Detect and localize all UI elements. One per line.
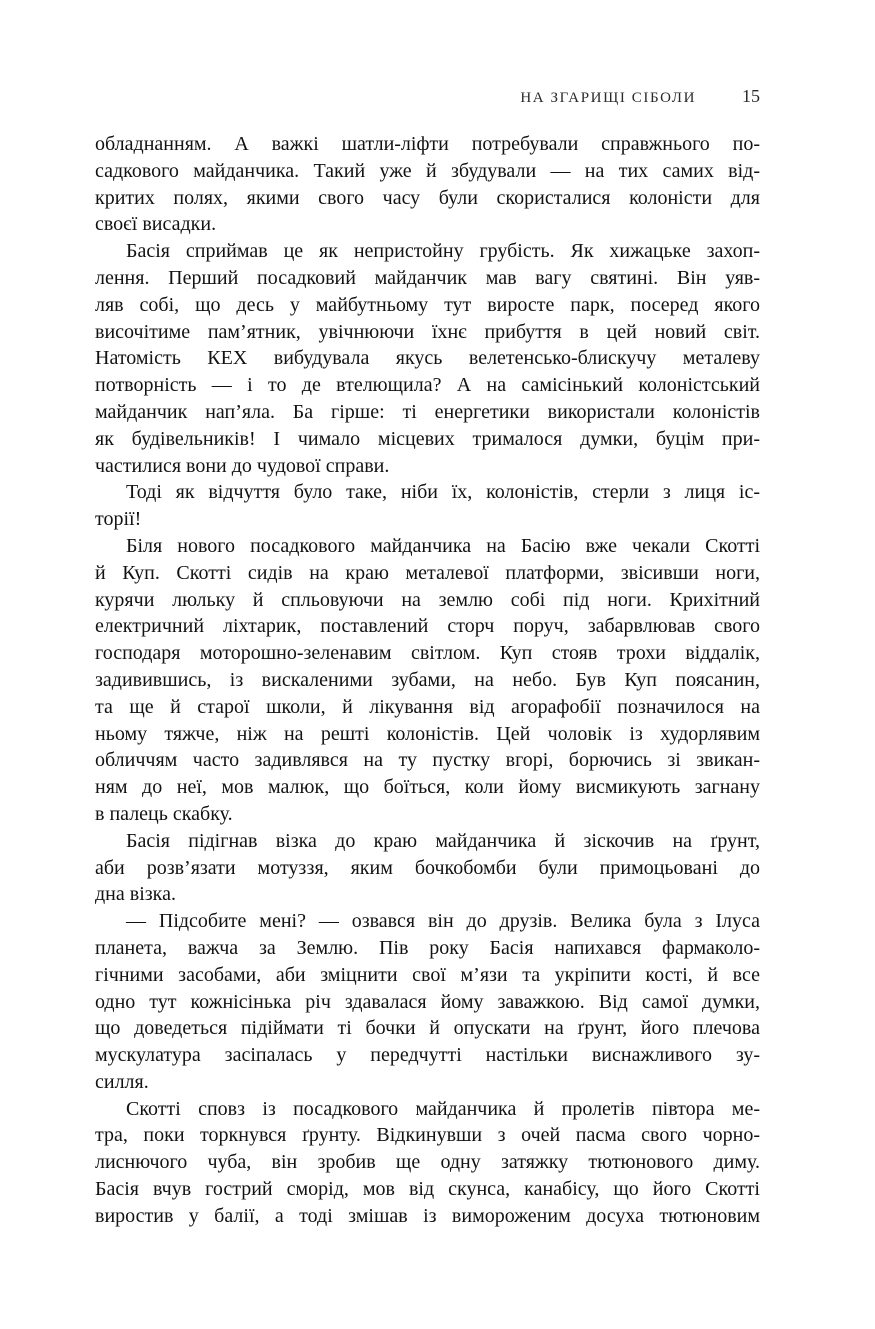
paragraph <box>95 1096 760 1230</box>
text-line: аби розв’язати мотуззя, яким бочкобомби були примоцьовані до <box>95 856 760 879</box>
text-line: господаря моторошно-зеленавим світлом. Куп стояв трохи віддалік, <box>95 642 760 665</box>
text-line: Басія підігнав візка до краю майданчика й зіскочив на ґрунт, <box>126 829 760 852</box>
paragraph <box>95 479 760 533</box>
paragraph <box>95 828 760 908</box>
text-line: Біля нового посадкового майданчика на Басію вже чекали Скотті <box>126 534 760 557</box>
text-line: садкового майданчика. Такий уже й збудували — на тих самих від- <box>95 159 760 182</box>
text-line: одно тут кожнісінька річ здавалася йому заважкою. Від самої думки, <box>95 990 760 1013</box>
text-line: потворність — і то де втелющила? А на самісінький колоністський <box>95 374 760 397</box>
text-line: майданчик нап’яла. Ба гірше: ті енергетики використали колоністів <box>95 400 760 423</box>
paragraph <box>95 533 760 828</box>
text-line: планета, важча за Землю. Пів року Басія напихався фармаколо- <box>95 936 760 959</box>
text-line: силля. <box>95 1070 149 1093</box>
text-line: як будівельників! І чимало місцевих трималося думки, буцім при- <box>95 427 760 450</box>
paragraph <box>95 908 760 1096</box>
text-line: в палець скабку. <box>95 802 233 825</box>
text-line: дна візка. <box>95 883 176 906</box>
text-line: критих полях, якими свого часу були скористалися колоністи для <box>95 186 760 209</box>
paragraph <box>95 131 760 238</box>
text-line: — Підсобите мені? — озвався він до друзів. Велика була з Ілуса <box>126 910 760 933</box>
text-line: мускулатура засіпалась у передчутті настільки виснажливого зу- <box>95 1044 760 1067</box>
text-line: частилися вони до чудової справи. <box>95 454 390 477</box>
text-line: своєї висадки. <box>95 213 217 236</box>
text-line: електричний ліхтарик, поставлений сторч поруч, забарвлював свого <box>95 615 760 638</box>
text-line: тра, поки торкнувся ґрунту. Відкинувши з очей пасма свого чорно- <box>95 1124 760 1147</box>
text-line: обладнанням. А важкі шатли-ліфти потребували справжнього по- <box>95 133 760 155</box>
text-line: та ще й старої школи, й лікування від агорафобії позначилося на <box>95 695 760 718</box>
text-line: височітиме пам’ятник, увічнюючи їхнє прибуття в цей новий світ. <box>95 320 760 343</box>
text-line: Басія сприймав це як непристойну грубість. Як хижацьке захоп- <box>126 240 760 263</box>
page-number: 15 <box>742 86 760 106</box>
text-line: торії! <box>95 508 142 531</box>
text-line: що доведеться підіймати ті бочки й опускати на ґрунт, його плечова <box>95 1017 760 1040</box>
body-text <box>95 131 760 1230</box>
text-line: Басія вчув гострий сморід, мов від скунса, канабісу, що його Скотті <box>95 1178 760 1201</box>
text-line: лиснючого чуба, він зробив ще одну затяжку тютюнового диму. <box>95 1151 760 1174</box>
text-line: ньому тяжче, ніж на решті колоністів. Цей чоловік із худорлявим <box>95 722 760 745</box>
text-line: ням до неї, мов малюк, що боїться, коли йому висмикують загнану <box>95 776 760 799</box>
text-line: Натомість КЕХ вибудувала якусь велетенсько-блискучу металеву <box>95 347 760 370</box>
text-line: й Куп. Скотті сидів на краю металевої платформи, звісивши ноги, <box>95 561 760 584</box>
text-line: Скотті сповз із посадкового майданчика й пролетів півтора ме- <box>126 1097 760 1120</box>
text-line: виростив у балії, а тоді змішав із вимороженим досуха тютюновим <box>95 1204 760 1227</box>
text-line: курячи люльку й спльовуючи на землю собі під ноги. Крихітний <box>95 588 760 611</box>
text-line: задивившись, із вискаленими зубами, на небо. Був Куп поясанин, <box>95 668 760 691</box>
text-line: ляв собі, що десь у майбутньому тут виросте парк, посеред якого <box>95 293 760 316</box>
running-title: НА ЗГАРИЩІ СІБОЛИ <box>520 90 696 106</box>
page-header <box>95 86 760 107</box>
paragraph <box>95 238 760 479</box>
text-line: гічними засобами, аби зміцнити свої м’язи та укріпити кості, й все <box>95 963 760 986</box>
text-line: Тоді як відчуття було таке, ніби їх, колоністів, стерли з лиця іс- <box>126 481 760 504</box>
text-line: лення. Перший посадковий майданчик мав вагу святині. Він уяв- <box>95 266 760 289</box>
text-line: обличчям часто задивлявся на ту пустку вгорі, борючись зі звикан- <box>95 749 760 772</box>
